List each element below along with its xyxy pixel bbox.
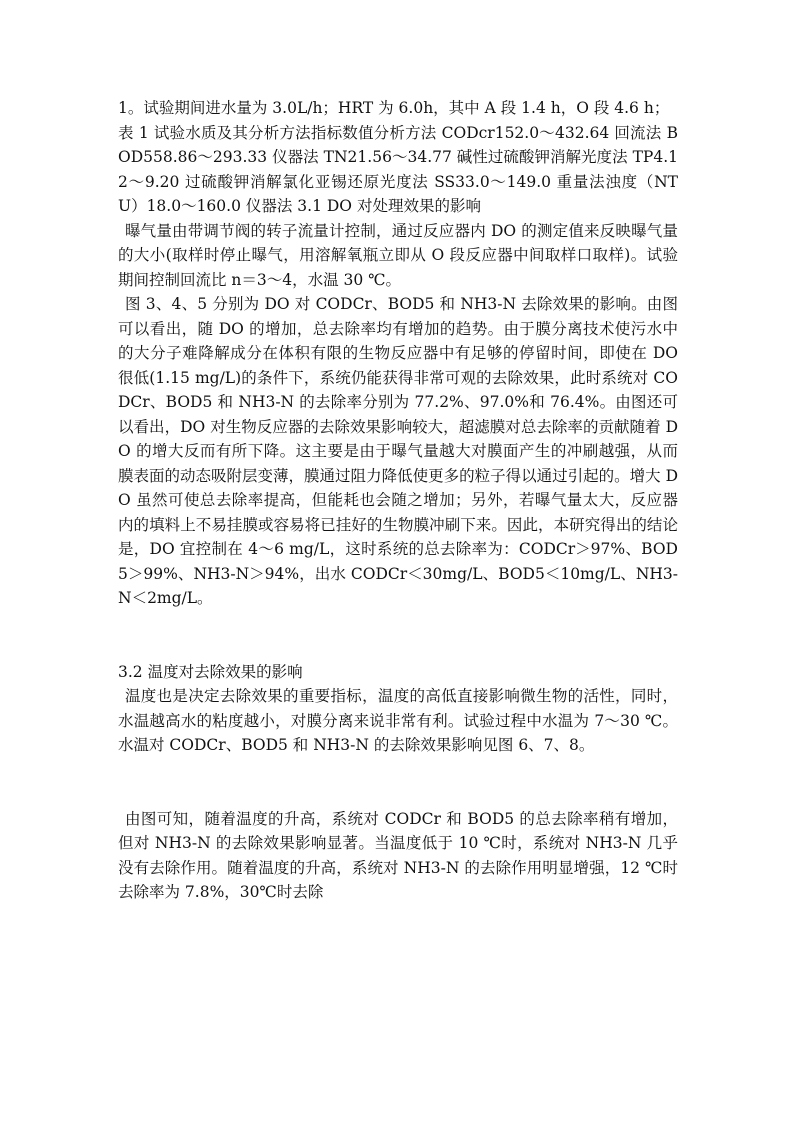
paragraph-test-conditions: 1。试验期间进水量为 3.0L/h；HRT 为 6.0h，其中 A 段 1.4 h，O 段 4.6 h； bbox=[118, 99, 670, 117]
paragraph-do-effect: 图 3、4、5 分别为 DO 对 CODCr、BOD5 和 NH3-N 去除效果的影响。由图可以看出，随 DO 的增加，总去除率均有增加的趋势。由于膜分离技术使污水中的大分子难降解成分在体积有限的生物反应器中有足够的停留时间，即使在 DO 很低(1.15 mg/L)的条件下，系统仍能获得非常可观的去除效果，此时系统对 CODCr、BOD5 和 NH3-N 的去除率分别为 77.2%、97.0%和 76.4%。由图还可以看出，DO 对生物反应器的去除效果影响较大，超滤膜对总去除率的贡献随着 DO 的增大反而有所下降。这主要是由于曝气量越大对膜面产生的冲刷越强，从而膜表面的动态吸附层变薄，膜通过阻力降低使更多的粒子得以通过引起的。增大 DO 虽然可使总去除率提高，但能耗也会随之增加；另外，若曝气量太大，反应器内的填料上不易挂膜或容易将已挂好的生物膜冲刷下来。因此，本研究得出的结论是，DO 宜控制在 4～6 mg/L，这时系统的总去除率为：CODCr＞97%、BOD5＞99%、NH3-N＞94%，出水 CODCr＜30mg/L、BOD5＜10mg/L、NH3-N＜2mg/L。 bbox=[118, 295, 678, 607]
paragraph-temperature-results: 由图可知，随着温度的升高，系统对 CODCr 和 BOD5 的总去除率稍有增加，但对 NH3-N 的去除效果影响显著。当温度低于 10 ℃时，系统对 NH3-N 几乎没有去除作用。随着温度的升高，系统对 NH3-N 的去除作用明显增强，12 ℃时去除率为 7.8%，30℃时去除 bbox=[118, 809, 678, 901]
section-heading-temperature: 3.2 温度对去除效果的影响 bbox=[118, 662, 303, 681]
paragraph-table-1: 表 1 试验水质及其分析方法指标数值分析方法 CODcr152.0～432.64 回流法 BOD558.86～293.33 仪器法 TN21.56～34.77 碱性过硫酸钾消解光度法 TP4.12～9.20 过硫酸钾消解氯化亚锡还原光度法 SS33.0～149.0 重量法浊度（NTU）18.0～160.0 仪器法 3.1 DO 对处理效果的影响 bbox=[118, 123, 679, 215]
paragraph-spacer bbox=[118, 611, 678, 660]
paragraph-temperature-importance: 温度也是决定去除效果的重要指标，温度的高低直接影响微生物的活性，同时，水温越高水的粘度越小，对膜分离来说非常有利。试验过程中水温为 7～30 ℃。水温对 CODCr、BOD5 和 NH3-N 的去除效果影响见图 6、7、8。 bbox=[118, 687, 678, 754]
document-body bbox=[118, 96, 678, 905]
paragraph-spacer bbox=[118, 758, 678, 807]
paragraph-aeration-control: 曝气量由带调节阀的转子流量计控制，通过反应器内 DO 的测定值来反映曝气量的大小(取样时停止曝气，用溶解氧瓶立即从 O 段反应器中间取样口取样)。试验期间控制回流比 n＝3～4，水温 30 ℃。 bbox=[118, 221, 678, 289]
